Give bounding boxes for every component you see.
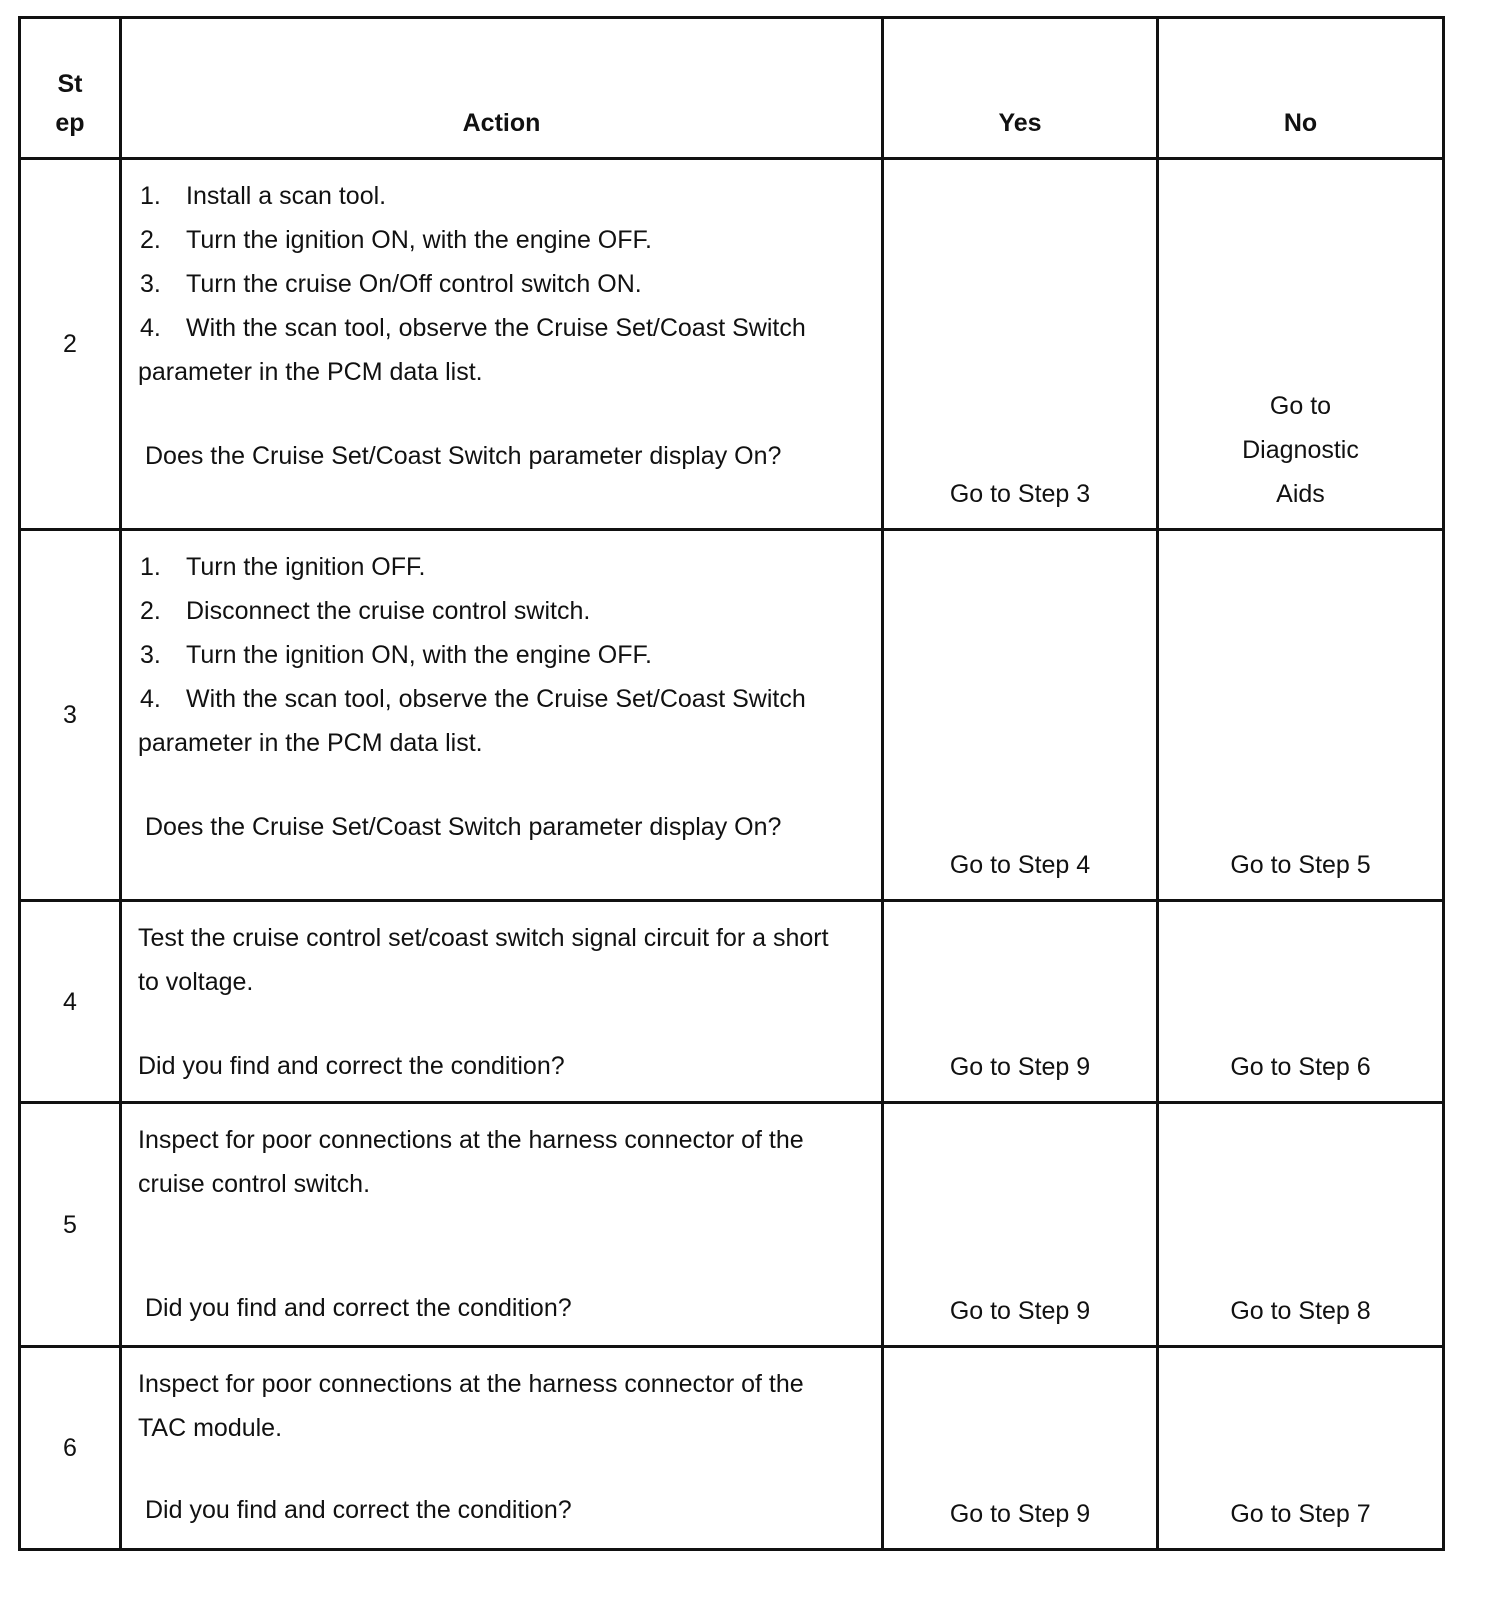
- question-text: Does the Cruise Set/Coast Switch parameter display On?: [145, 813, 782, 841]
- yes-result: Go to Step 9: [883, 901, 1158, 1103]
- step-number: 3: [20, 530, 121, 901]
- no-result: Go to Step 5: [1158, 530, 1444, 901]
- list-item: 2. Turn the ignition ON, with the engine OFF.: [140, 226, 652, 254]
- list-item: 2. Disconnect the cruise control switch.: [140, 597, 591, 625]
- list-item: 4. With the scan tool, observe the Cruise Set/Coast Switch parameter in the PCM data list.: [138, 685, 806, 757]
- action-cell: [121, 1347, 883, 1550]
- list-item: 4. With the scan tool, observe the Cruise Set/Coast Switch parameter in the PCM data list.: [138, 314, 806, 386]
- table-row: [20, 530, 1444, 901]
- action-steps: [138, 545, 831, 765]
- list-item: 1. Install a scan tool.: [140, 182, 387, 210]
- header-no: No: [1158, 18, 1444, 159]
- question-text: Did you find and correct the condition?: [138, 1052, 565, 1080]
- no-result: Go to Step 7: [1158, 1347, 1444, 1550]
- yes-result: Go to Step 3: [883, 159, 1158, 530]
- list-item: 3. Turn the cruise On/Off control switch ON.: [140, 270, 642, 298]
- action-cell: [121, 159, 883, 530]
- action-text: Inspect for poor connections at the harness connector of the TAC module.: [138, 1370, 804, 1442]
- header-yes: Yes: [883, 18, 1158, 159]
- header-step: [20, 18, 121, 159]
- step-number: 5: [20, 1103, 121, 1347]
- question-text: Does the Cruise Set/Coast Switch parameter display On?: [145, 442, 782, 470]
- list-item: 3. Turn the ignition ON, with the engine OFF.: [140, 641, 652, 669]
- yes-result: Go to Step 4: [883, 530, 1158, 901]
- step-number: 6: [20, 1347, 121, 1550]
- step-number: 4: [20, 901, 121, 1103]
- header-row: [20, 18, 1444, 159]
- no-result: Go to Diagnostic Aids: [1158, 159, 1444, 530]
- table-row: [20, 1103, 1444, 1347]
- action-cell: [121, 1103, 883, 1347]
- table-row: [20, 1347, 1444, 1550]
- action-text: Test the cruise control set/coast switch signal circuit for a short to voltage.: [138, 924, 829, 996]
- header-step-line1: St: [57, 70, 83, 98]
- yes-result: Go to Step 9: [883, 1347, 1158, 1550]
- question-text: Did you find and correct the condition?: [145, 1496, 572, 1524]
- diagnostic-table: [18, 16, 1445, 1551]
- action-steps: [138, 174, 831, 394]
- yes-result: Go to Step 9: [883, 1103, 1158, 1347]
- action-text: Inspect for poor connections at the harness connector of the cruise control switch.: [138, 1126, 804, 1198]
- action-cell: [121, 901, 883, 1103]
- list-item: 1. Turn the ignition OFF.: [140, 553, 426, 581]
- header-action: Action: [121, 18, 883, 159]
- header-step-line2: ep: [55, 109, 85, 137]
- step-number: 2: [20, 159, 121, 530]
- table-row: [20, 901, 1444, 1103]
- table-row: [20, 159, 1444, 530]
- no-result: Go to Step 8: [1158, 1103, 1444, 1347]
- question-text: Did you find and correct the condition?: [145, 1294, 572, 1322]
- action-cell: [121, 530, 883, 901]
- no-result: Go to Step 6: [1158, 901, 1444, 1103]
